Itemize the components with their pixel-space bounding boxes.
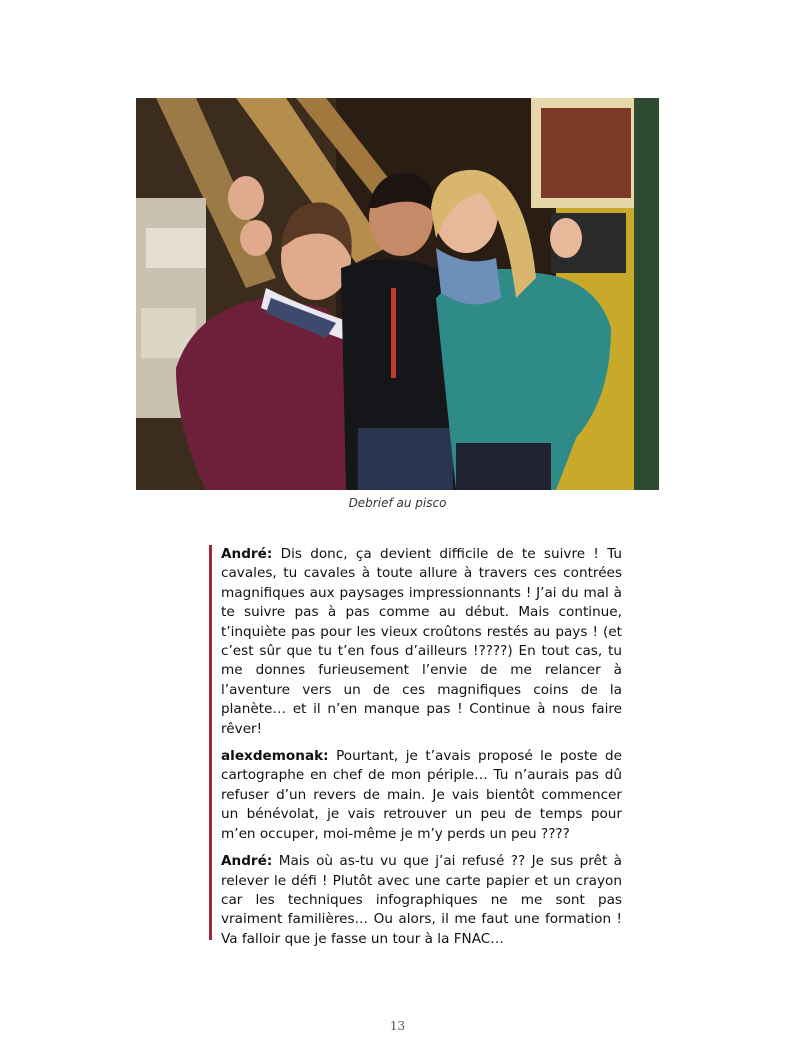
comment: [221, 747, 622, 844]
comment-author: André:: [221, 546, 273, 562]
photo-image: [136, 98, 659, 490]
comments-block: [209, 545, 622, 947]
comment-author: André:: [221, 853, 273, 870]
comment-author: alexdemonak:: [221, 748, 329, 765]
page-number: 13: [389, 1019, 406, 1033]
photo-caption: Debrief au pisco: [348, 496, 447, 510]
comment-text: Pourtant, je t’avais proposé le poste de cartographe en chef de mon périple… Tu n’aurais pas dû refuser d’un revers de main. Je vais bientôt commencer un bénévolat, je vais retrouver un peu de temps pour m’en occuper, moi-même je m’y perds un peu ????: [221, 748, 622, 842]
comment: [221, 545, 622, 739]
comment: [221, 852, 622, 949]
comment-text: Dis donc, ça devient difficile de te suivre ! Tu cavales, tu cavales à toute allure à travers ces contrées magnifiques aux paysages impressionnants ! J’ai du mal à te suivre pas à pas comme au début. Mais continue, t’inquiète pas pour les vieux croûtons restés au pays ! (et c’est sûr que tu t’en fous d’ailleurs !????) En tout cas, tu me donnes furieusement l’envie de me relancer à l’aventure vers un de ces magnifiques coins de la planète… et il n’en manque pas ! Continue à nous faire rêver!: [221, 546, 622, 737]
photo: [136, 98, 659, 490]
comment-text: Mais où as-tu vu que j’ai refusé ?? Je sus prêt à relever le défi ! Plutôt avec une carte papier et un crayon car les techniques infographiques ne me sont pas vraiment familières… Ou alors, il me faut une formation ! Va falloir que je fasse un tour à la FNAC…: [221, 853, 622, 947]
